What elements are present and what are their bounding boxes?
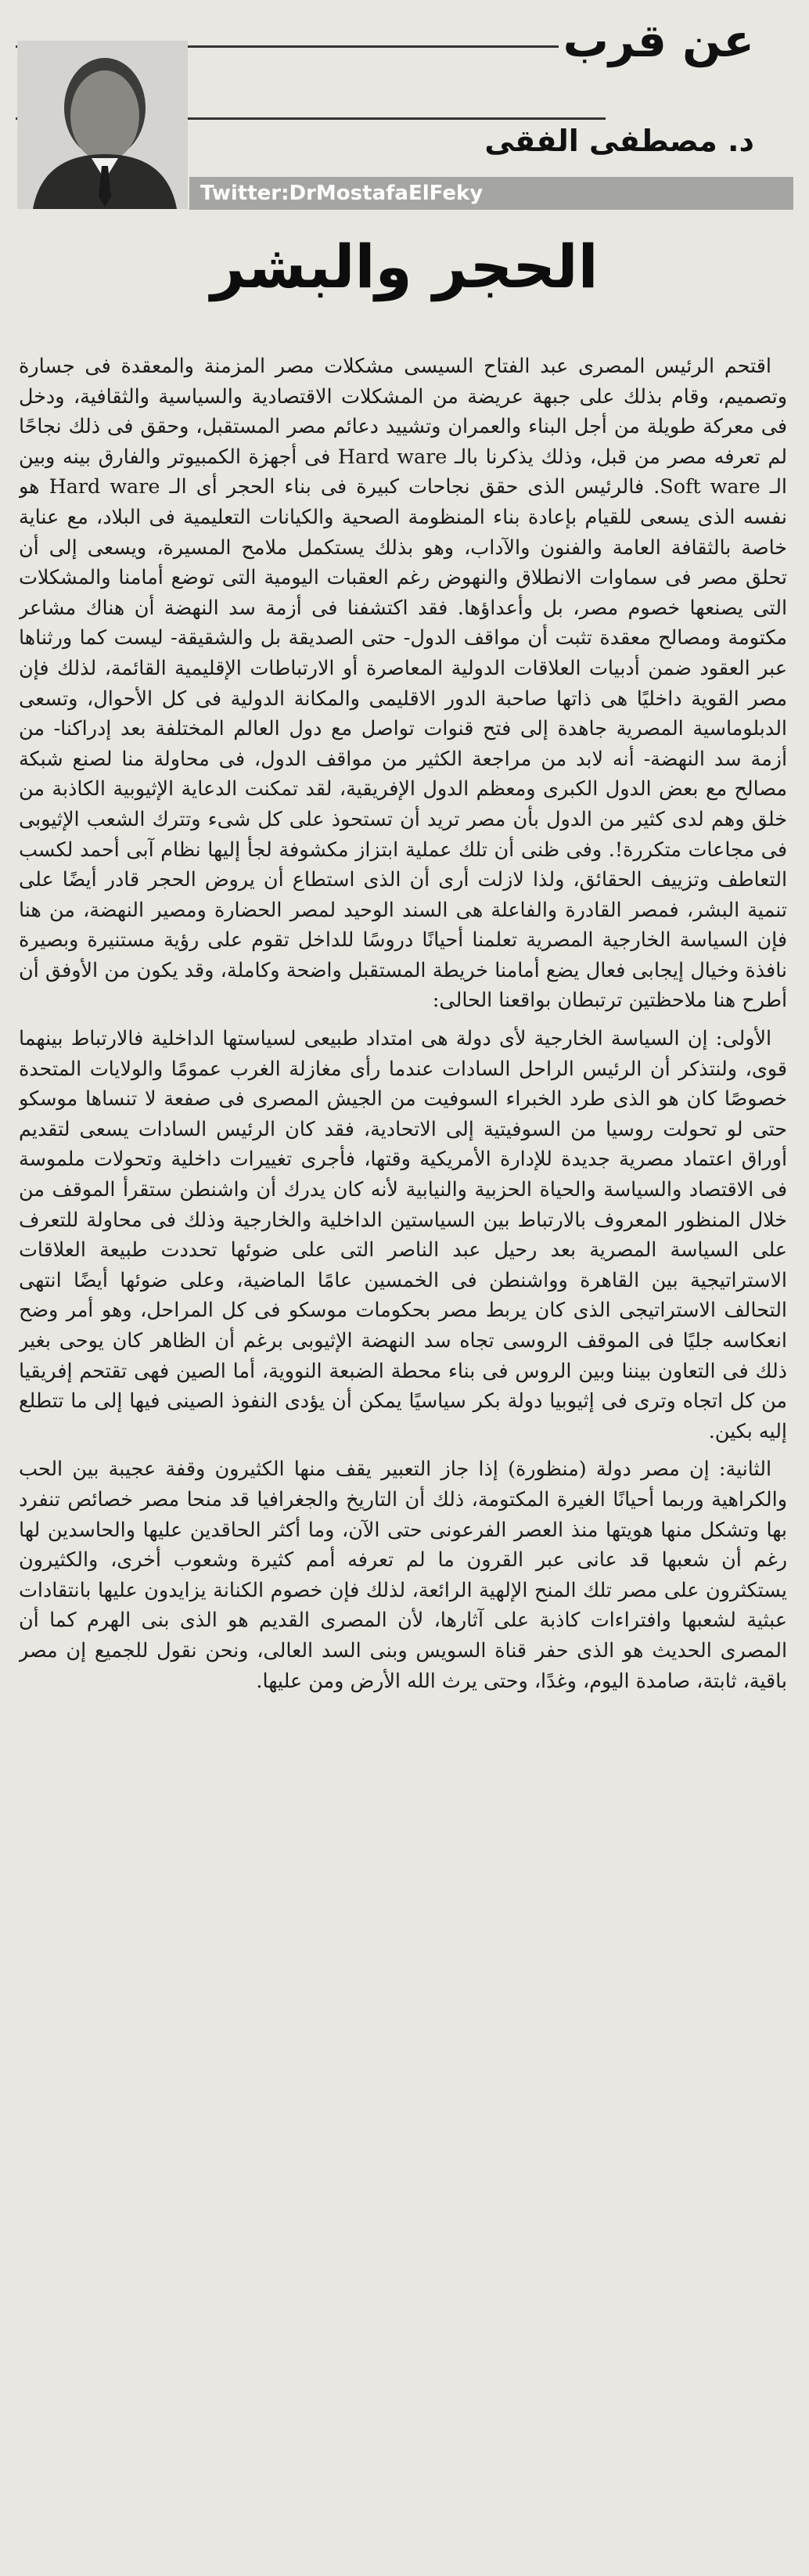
- column-header: [0, 0, 809, 211]
- column-name: عن قرب: [563, 14, 754, 67]
- author-portrait-icon: [17, 41, 188, 209]
- article-paragraph-second-note: الثانية: إن مصر دولة (منظورة) إذا جاز التعبير يقف منها الكثيرون وقفة عجيبة بين الحب والكراهية وربما أحيانًا الغيرة المكتومة، ذلك أن التاريخ والجغرافيا قد منحا مصر خصائص تنفرد بها وتشكل منها هويتها منذ العصر الفرعونى حتى الآن، وما أكثر الحاقدين عليها والحاسدين لها رغم أن شعبها قد عانى عبر القرون ما لم تعرفه أمم كثيرة وشعوب أخرى، والكثيرون يستكثرون على مصر تلك المنح الإلهية الرائعة، لذلك فإن خصوم الكنانة يزايدون عليها بانتقادات عبثية لشعبها وافتراءات كاذبة على آثارها، لأن المصرى القديم هو الذى بنى الهرم كما أن المصرى الحديث هو الذى حفر قناة السويس وبنى السد العالى، ونحن نقول للجميع إن مصر باقية، ثابتة، صامدة اليوم، وغدًا، وحتى يرث الله الأرض ومن عليها.: [19, 1457, 787, 1692]
- twitter-handle: Twitter:DrMostafaElFeky: [189, 177, 793, 210]
- article-paragraph-intro: اقتحم الرئيس المصرى عبد الفتاح السيسى مشكلات مصر المزمنة والمعقدة فى جسارة وتصميم، وقام بذلك على جبهة عريضة من المشكلات الاقتصادية والسياسية والثقافية، ودخل فى معركة طويلة من أجل البناء والعمران وتشييد دعائم مصر المستقبل، وحقق فى ذلك نجاحًا لم تعرفه مصر من قبل، وذلك يذكرنا بالـ Hard ware فى أجهزة الكمبيوتر والفارق بينه وبين الـ Soft ware. فالرئيس الذى حقق نجاحات كبيرة فى بناء الحجر أى الـ Hard ware هو نفسه الذى يسعى للقيام بإعادة بناء المنظومة الصحية والكيانات التعليمية فى البلاد، مع عناية خاصة بالثقافة العامة والفنون والآداب، وهو بذلك يستكمل ملامح المسيرة، ويسعى إلى أن تحلق مصر فى سماوات الانطلاق والنهوض رغم العقبات اليومية التى توضع أمامنا والمشكلات التى يصنعها خصوم مصر، بل وأعداؤها. فقد اكتشفنا فى أزمة سد النهضة أن هناك مشاعر مكتومة ومصالح معقدة تثبت أن مواقف الدول- حتى الصديقة بل والشقيقة- ليست كما ورثناها عبر العقود ضمن أدبيات العلاقات الدولية المعاصرة أو الارتباطات الإقليمية القائمة، لذلك فإن مصر القوية داخليًا هى ذاتها صاحبة الدور الاقليمى والمكانة الدولية فى كل الأحوال، وتسعى الدبلوماسية المصرية جاهدة إلى فتح قنوات تواصل مع دول العالم المختلفة بعد إدراكنا- من أزمة سد النهضة- أنه لابد من مراجعة الكثير من مواقف الدول، فى محاولة منا لصنع شبكة مصالح مع بعض الدول الكبرى ومعظم الدول الإفريقية، لقد تمكنت الدعاية الإثيوبية الكاذبة من خلق وهم لدى كثير من الدول بأن مصر تريد أن تستحوذ على كل شىء وتترك الشعب الإثيوبى فى مجاعات متكررة!. وفى ظنى أن تلك عملية ابتزاز مكشوفة لجأ إليها نظام آبى أحمد لكسب التعاطف وتزييف الحقائق، ولذا لازلت أرى أن الذى استطاع أن يروض الحجر قادر أيضًا على تنمية البشر، فمصر القادرة والفاعلة هى السند الوحيد لمصر الحضارة ومصير النهضة، من هنا فإن السياسة الخارجية المصرية تعلمنا أحيانًا دروسًا للداخل تقوم على رؤية مستنيرة وبصيرة نافذة وخيال إيجابى فعال يضع أمامنا خريطة المستقبل واضحة وكاملة، وقد يكون من الأوفق أن أطرح هنا ملاحظتين ترتبطان بواقعنا الحالى:: [19, 354, 787, 1012]
- article-paragraph-first-note: الأولى: إن السياسة الخارجية لأى دولة هى امتداد طبيعى لسياستها الداخلية فالارتباط بينهما قوى، ولنتذكر أن الرئيس الراحل السادات عندما رأى مغازلة الغرب عمومًا والولايات المتحدة خصوصًا كان هو الذى طرد الخبراء السوفيت من الجيش المصرى فى صفعة لا تنساها موسكو حتى لو تحولت روسيا من السوفيتية إلى الاتحادية، فقد كان الرئيس السادات يسعى لتقديم أوراق اعتماد مصرية جديدة للإدارة الأمريكية وقتها، فأجرى تغييرات داخلية وتحولات ملموسة فى الاقتصاد والسياسة والحياة الحزبية والنيابية لأنه كان يدرك أن واشنطن ستقرأ الموقف من خلال المنظور المعروف بالارتباط بين السياستين الداخلية والخارجية وذلك فى محاولة للتعرف على السياسة المصرية بعد رحيل عبد الناصر التى على ضوئها تحددت طبيعة العلاقات الاستراتيجية بين القاهرة وواشنطن فى الخمسين عامًا الماضية، وعلى ضوئها أيضًا انتهى التحالف الاستراتيجى الذى كان يربط مصر بحكومات موسكو فى كل المراحل، وهو أمر وضح انعكاسه جليًا فى الموقف الروسى تجاه سد النهضة الإثيوبى برغم أن الظاهر كان يوحى بغير ذلك فى التعاون بيننا وبين الروس فى بناء محطة الضبعة النووية، أما الصين فهى تقتحم إفريقيا من كل اتجاه وترى فى إثيوبيا دولة بكر سياسيًا يمكن أن يؤدى النفوذ الصينى فيها إلى ما تتطلع إليه بكين.: [19, 1026, 787, 1443]
- article-body: [19, 351, 787, 2566]
- author-photo: [17, 41, 188, 209]
- author-name: د. مصطفى الفقى: [484, 124, 754, 158]
- article-headline: الحجر والبشر: [210, 232, 599, 301]
